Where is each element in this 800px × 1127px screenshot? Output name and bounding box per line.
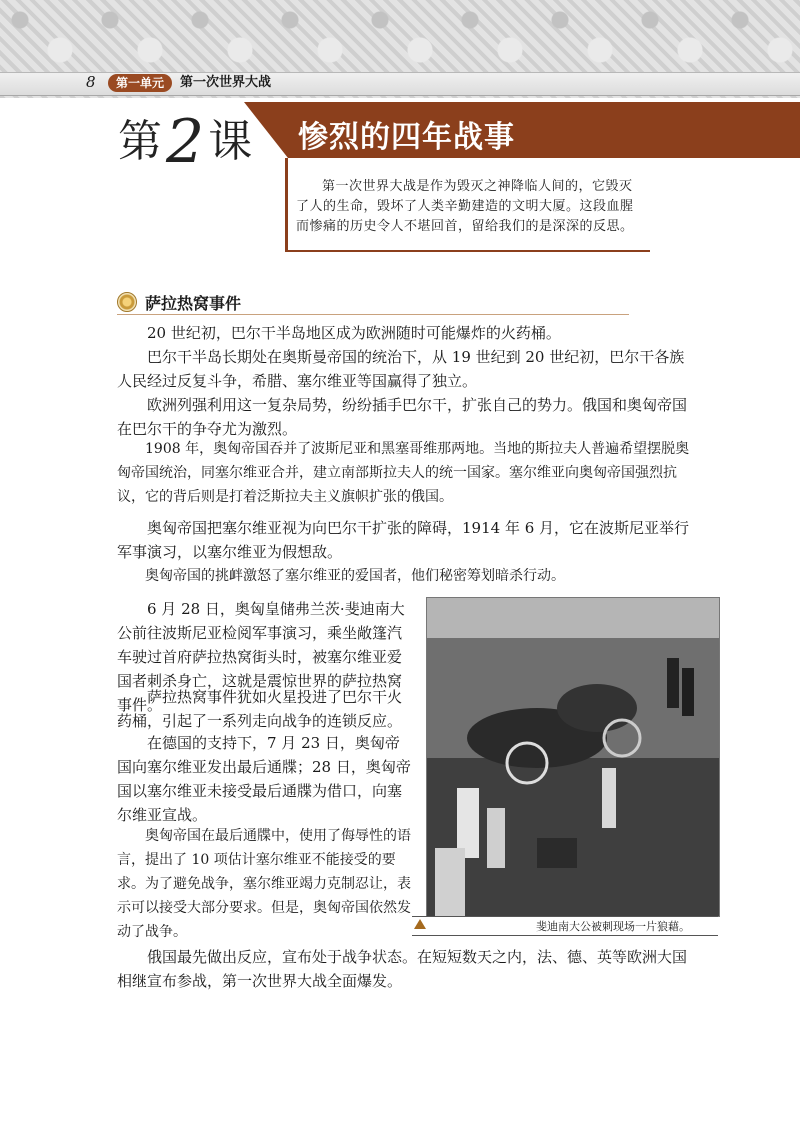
photo-placeholder bbox=[427, 598, 719, 916]
paragraph: 欧洲列强利用这一复杂局势，纷纷插手巴尔干，扩张自己的势力。俄国和奥匈帝国在巴尔干的争夺尤为激烈。 bbox=[117, 396, 688, 438]
paragraph: 20 世纪初，巴尔干半岛地区成为欧洲随时可能爆炸的火药桶。 bbox=[147, 324, 561, 342]
unit-title: 第一次世界大战 bbox=[180, 75, 272, 90]
paragraph: 俄国最先做出反应，宣布处于战争状态。在短短数天之内，法、德、英等欧洲大国相继宣布参战，第一次世界大战全面爆发。 bbox=[117, 948, 688, 990]
paragraph: 1908 年，奥匈帝国吞并了波斯尼亚和黑塞哥维那两地。当地的斯拉夫人普遍希望摆脱奥匈帝国统治，同塞尔维亚合并，建立南部斯拉夫人的统一国家。塞尔维亚向奥匈帝国强烈抗议，它的背后则是打着泛斯拉夫主义旗帜扩张的俄国。 bbox=[117, 441, 690, 505]
lesson-prefix: 第 bbox=[118, 116, 162, 167]
page-number: 8 bbox=[86, 73, 96, 91]
paragraph: 奥匈帝国的挑衅激怒了塞尔维亚的爱国者，他们秘密筹划暗杀行动。 bbox=[145, 568, 565, 584]
paragraph: 奥匈帝国把塞尔维亚视为向巴尔干扩张的障碍，1914 年 6 月，它在波斯尼亚举行军事演习，以塞尔维亚为假想敌。 bbox=[117, 519, 690, 561]
paragraph: 奥匈帝国在最后通牒中，使用了侮辱性的语言，提出了 10 项估计塞尔维亚不能接受的要求。为了避免战争，塞尔维亚竭力克制忍让，表示可以接受大部分要求。但是，奥匈帝国依然发动了战争。 bbox=[117, 828, 411, 940]
ornament-icon bbox=[117, 292, 137, 312]
paragraph: 萨拉热窝事件犹如火星投进了巴尔干火药桶，引起了一系列走向战争的连锁反应。 bbox=[117, 688, 403, 730]
paragraph: 6 月 28 日，奥匈皇储弗兰茨·斐迪南大公前往波斯尼亚检阅军事演习，乘坐敞篷汽车驶过首府萨拉热窝街头时，被塞尔维亚爱国者刺杀身亡，这就是震惊世界的萨拉热窝事件。 bbox=[117, 600, 405, 714]
paragraph: 巴尔干半岛长期处在奥斯曼帝国的统治下，从 19 世纪到 20 世纪初，巴尔干各族人民经过反复斗争，希腊、塞尔维亚等国赢得了独立。 bbox=[117, 348, 685, 390]
lesson-number: 2 bbox=[166, 107, 205, 177]
unit-badge: 第一单元 bbox=[108, 74, 172, 92]
triangle-marker-icon bbox=[414, 919, 426, 929]
historical-photo bbox=[426, 597, 720, 917]
lesson-suffix: 课 bbox=[208, 116, 253, 167]
lesson-intro: 第一次世界大战是作为毁灭之神降临人间的，它毁灭了人的生命，毁坏了人类辛勤建造的文明大厦。这段血腥而惨痛的历史令人不堪回首，留给我们的是深深的反思。 bbox=[296, 179, 634, 234]
lesson-title: 惨烈的四年战事 bbox=[298, 120, 515, 155]
paragraph: 在德国的支持下，7 月 23 日，奥匈帝国向塞尔维亚发出最后通牒；28 日，奥匈帝国以塞尔维亚未接受最后通牒为借口，向塞尔维亚宣战。 bbox=[117, 734, 411, 824]
section-heading bbox=[117, 290, 629, 315]
section-title: 萨拉热窝事件 bbox=[145, 293, 242, 313]
lesson-number-label bbox=[118, 106, 253, 177]
photo-caption: 斐迪南大公被刺现场一片狼藉。 bbox=[536, 920, 690, 933]
